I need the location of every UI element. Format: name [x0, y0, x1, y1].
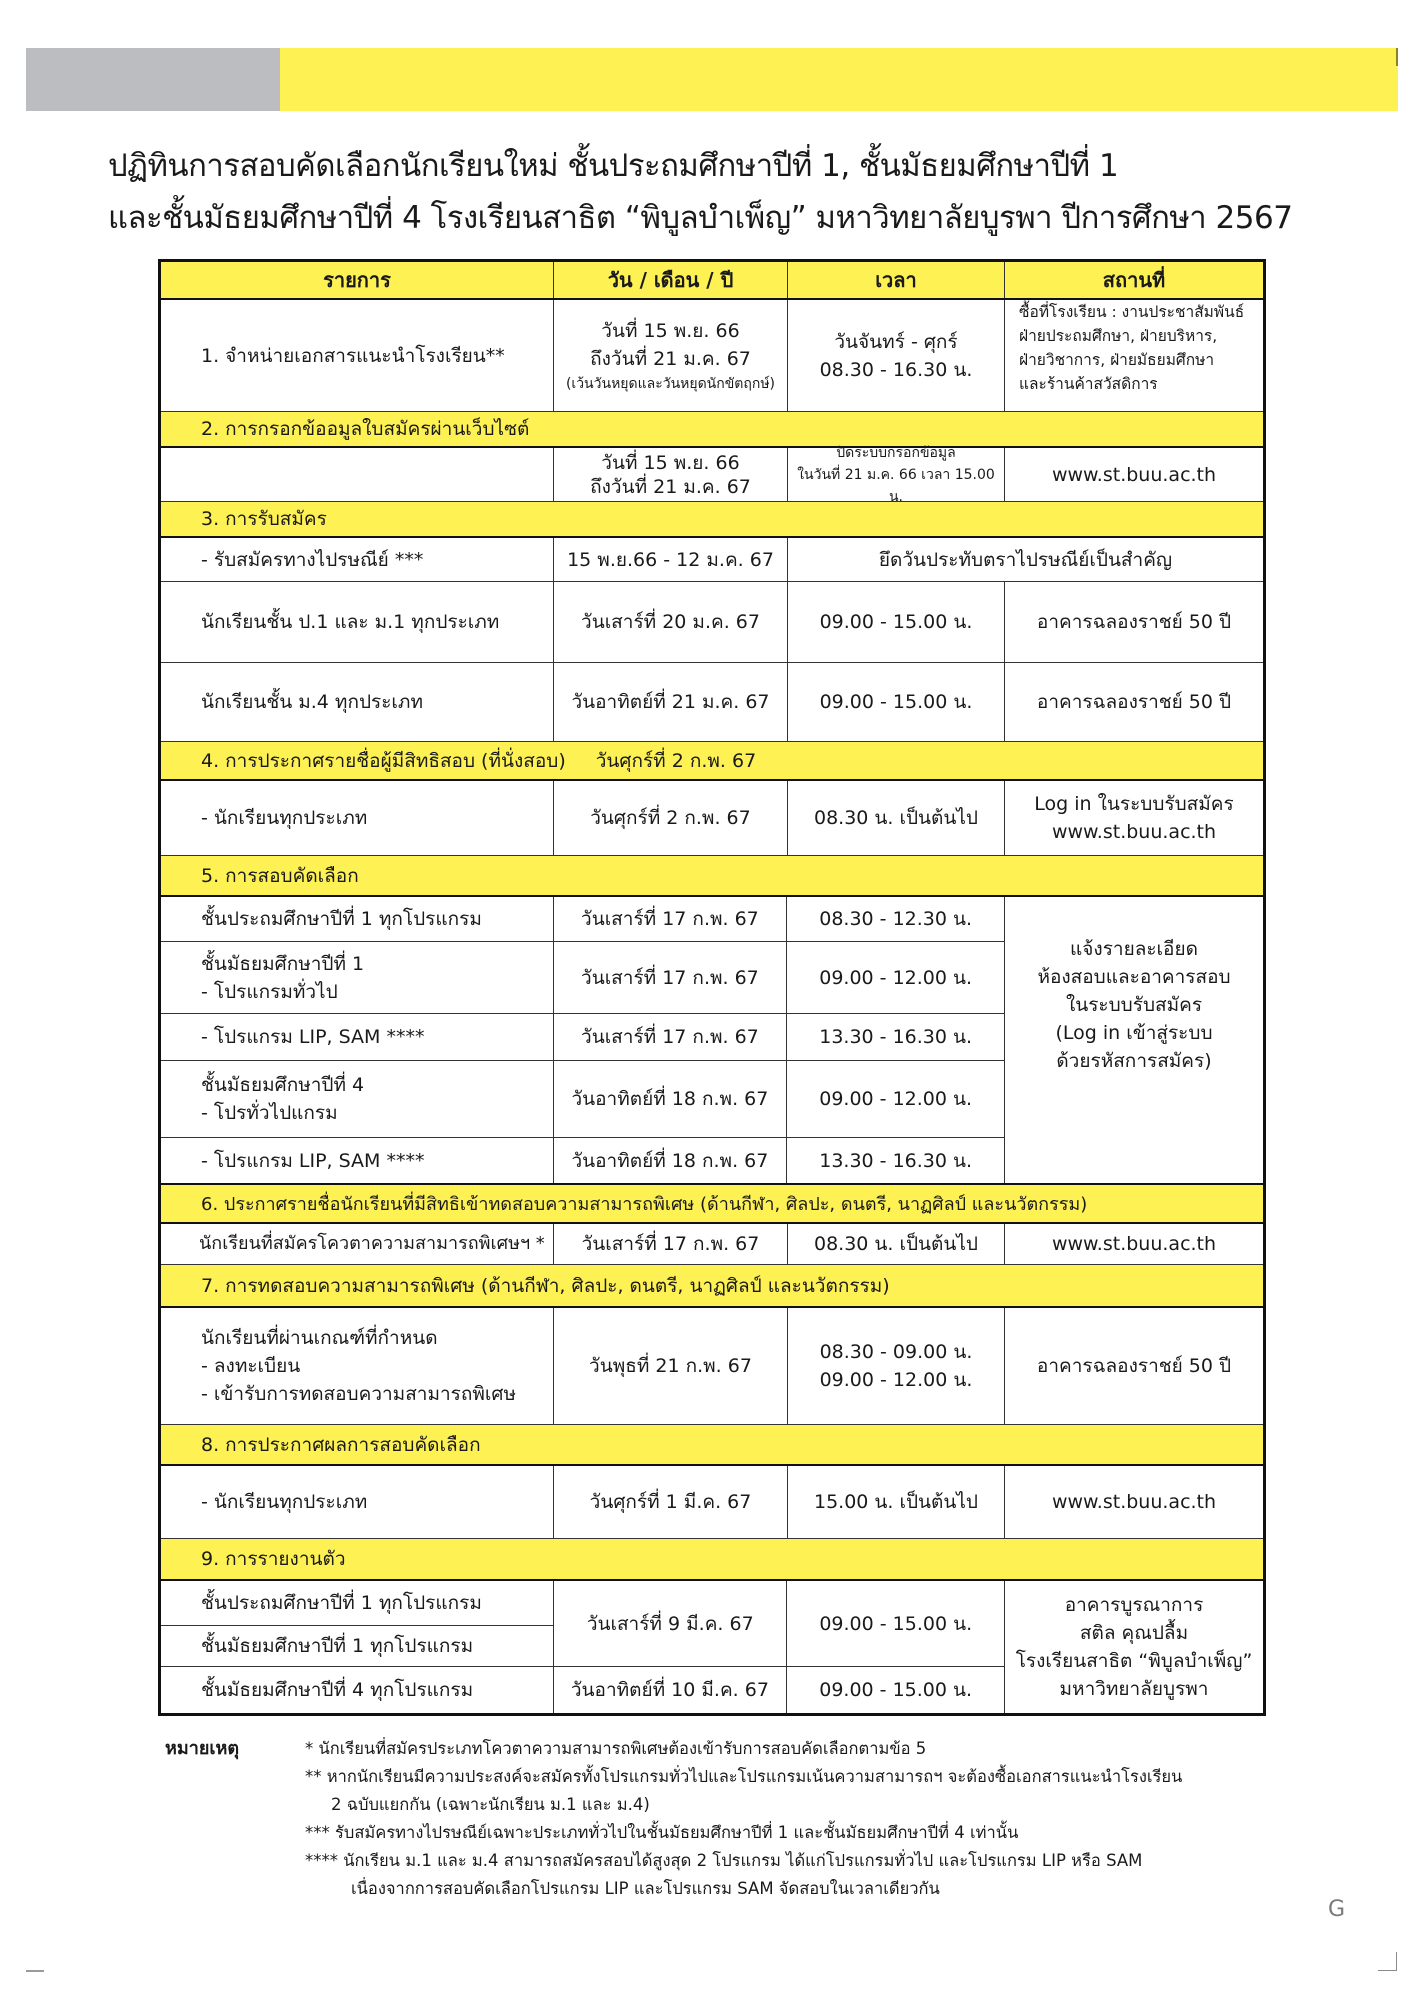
- table-row: [161, 1224, 1263, 1265]
- time-cell: 08.30 น. เป็นต้นไป: [788, 1224, 1005, 1264]
- place-line: ในระบบรับสมัคร: [1065, 994, 1203, 1016]
- time-cell: 09.00 - 15.00 น.: [819, 1679, 973, 1701]
- notes-label: หมายเหตุ: [165, 1738, 240, 1759]
- item-line: ชั้นมัธยมศึกษาปีที่ 4: [201, 1074, 365, 1096]
- section-heading-row: [161, 1539, 1263, 1581]
- table-row: [161, 1308, 1263, 1425]
- place-cell: อาคารฉลองราชย์ 50 ปี: [1036, 611, 1232, 633]
- date-cell: 15 พ.ย.66 - 12 ม.ค. 67: [554, 538, 788, 581]
- page-mark: G: [1328, 1897, 1346, 1922]
- time-line: 08.30 - 16.30 น.: [819, 358, 973, 381]
- time-cell: [788, 444, 1005, 505]
- schedule-table: [158, 259, 1266, 1716]
- report-block: [161, 1581, 1263, 1713]
- report-rows: [161, 1581, 1005, 1713]
- place-cell: [1005, 897, 1263, 1183]
- item-line: - โปรทั่วไปแกรม: [201, 1102, 338, 1124]
- date-line: วันที่ 15 พ.ย. 66: [601, 451, 740, 474]
- place-line: ห้องสอบและอาคารสอบ: [1037, 966, 1231, 988]
- place-line: มหาวิทยาลัยบูรพา: [1059, 1678, 1209, 1700]
- place-cell: [1005, 300, 1263, 411]
- time-cell: 15.00 น. เป็นต้นไป: [788, 1466, 1005, 1538]
- report-group-12: [161, 1581, 1004, 1667]
- date-cell: วันเสาร์ที่ 17 ก.พ. 67: [554, 942, 788, 1013]
- time-line: ในวันที่ 21 ม.ค. 66 เวลา 15.00 น.: [797, 466, 995, 505]
- time-cell: [788, 300, 1005, 411]
- item-line: นักเรียนที่ผ่านเกณฑ์ที่กำหนด: [201, 1327, 438, 1349]
- header-date: วัน / เดือน / ปี: [554, 262, 788, 298]
- date-line: ถึงวันที่ 21 ม.ค. 67: [590, 475, 751, 498]
- section-heading-row: [161, 1265, 1263, 1308]
- date-cell: วันพุธที่ 21 ก.พ. 67: [554, 1308, 788, 1424]
- notes-list: [283, 1735, 1263, 1903]
- date-cell: วันอาทิตย์ที่ 10 มี.ค. 67: [554, 1667, 788, 1713]
- section-heading-row: [161, 1185, 1263, 1224]
- item-cell: 1. จำหน่ายเอกสารแนะนำโรงเรียน**: [161, 300, 554, 411]
- website-link[interactable]: www.st.buu.ac.th: [1051, 1491, 1217, 1513]
- table-row: [161, 1466, 1263, 1539]
- date-cell: วันเสาร์ที่ 17 ก.พ. 67: [554, 897, 788, 941]
- place-line: Log in ในระบบรับสมัคร: [1034, 793, 1234, 815]
- item-cell: [161, 1308, 554, 1424]
- date-line: วันที่ 15 พ.ย. 66: [601, 319, 740, 342]
- time-line: 08.30 - 09.00 น.: [819, 1341, 973, 1363]
- time-cell: 13.30 - 16.30 น.: [819, 1026, 973, 1048]
- section-heading-row: [161, 502, 1263, 538]
- date-cell: วันอาทิตย์ที่ 18 ก.พ. 67: [554, 1061, 788, 1137]
- place-cell: [1005, 781, 1263, 855]
- section-heading: 3. การรับสมัคร: [201, 508, 327, 530]
- item-cell: นักเรียนชั้น ม.4 ทุกประเภท: [161, 663, 554, 741]
- section-heading-row: [161, 1425, 1263, 1466]
- header-item: รายการ: [161, 262, 554, 298]
- item-cell: นักเรียนชั้น ป.1 และ ม.1 ทุกประเภท: [161, 582, 554, 662]
- time-cell: 09.00 - 12.00 น.: [819, 1088, 973, 1110]
- time-cell: 08.30 - 12.30 น.: [819, 908, 973, 930]
- date-cell: วันศุกร์ที่ 2 ก.พ. 67: [554, 781, 788, 855]
- item-cell: ชั้นมัธยมศึกษาปีที่ 1 ทุกโปรแกรม: [201, 1635, 474, 1657]
- place-line: ฝ่ายประถมศึกษา, ฝ่ายบริหาร,: [1019, 327, 1218, 345]
- crop-mark-bottom-left: [26, 1970, 44, 1972]
- section-heading-row: [161, 856, 1263, 897]
- item-line: - โปรแกรมทั่วไป: [201, 980, 338, 1003]
- item-cell: - นักเรียนทุกประเภท: [161, 781, 554, 855]
- place-line: อาคารบูรณาการ: [1064, 1594, 1204, 1616]
- note-3: *** รับสมัครทางไปรษณีย์เฉพาะประเภททั่วไปในชั้นมัธยมศึกษาปีที่ 1 และชั้นมัธยมศึกษาปีที่ 4 เท่านั้น: [305, 1823, 1019, 1842]
- section-heading: [161, 742, 1263, 779]
- date-cell: [554, 300, 788, 411]
- header-banner-gray: [26, 48, 280, 111]
- table-row: [161, 897, 1004, 942]
- date-cell: วันอาทิตย์ที่ 18 ก.พ. 67: [554, 1138, 788, 1183]
- item-cell: [161, 1061, 554, 1137]
- section-heading: 8. การประกาศผลการสอบคัดเลือก: [201, 1433, 481, 1456]
- table-row: [161, 1581, 553, 1626]
- table-row: [161, 582, 1263, 663]
- time-cell: 09.00 - 15.00 น.: [819, 1612, 973, 1635]
- page-title: [108, 140, 1368, 244]
- item-cell: นักเรียนที่สมัครโควตาความสามารถพิเศษฯ *: [161, 1224, 554, 1264]
- item-cell: - โปรแกรม LIP, SAM ****: [161, 1138, 554, 1183]
- item-cell: ชั้นประถมศึกษาปีที่ 1 ทุกโปรแกรม: [161, 897, 554, 941]
- place-line: สติล คุณปลื้ม: [1079, 1622, 1189, 1644]
- item-cell: ชั้นประถมศึกษาปีที่ 1 ทุกโปรแกรม: [201, 1592, 482, 1614]
- banner-edge-mark: [1396, 48, 1398, 66]
- date-cell: วันศุกร์ที่ 1 มี.ค. 67: [554, 1466, 788, 1538]
- place-cell: อาคารฉลองราชย์ 50 ปี: [1036, 1355, 1232, 1377]
- table-row: [161, 300, 1263, 412]
- exam-rows: [161, 897, 1005, 1183]
- date-cell: วันเสาร์ที่ 9 มี.ค. 67: [554, 1581, 787, 1666]
- table-row: [161, 538, 1263, 582]
- table-header-row: [161, 262, 1263, 300]
- table-row: [161, 1138, 1004, 1183]
- item-line: - เข้ารับการทดสอบความสามารถพิเศษ: [201, 1383, 516, 1405]
- report-items-12: [161, 1581, 554, 1666]
- table-row: [161, 1014, 1004, 1061]
- date-cell: วันเสาร์ที่ 17 ก.พ. 67: [554, 1014, 788, 1060]
- website-link[interactable]: www.st.buu.ac.th: [1051, 463, 1217, 486]
- item-cell: - รับสมัครทางไปรษณีย์ ***: [161, 538, 554, 581]
- table-row: [161, 1626, 553, 1666]
- place-line: และร้านค้าสวัสดิการ: [1019, 375, 1158, 393]
- note-2-cont: 2 ฉบับแยกกัน (เฉพาะนักเรียน ม.1 และ ม.4): [331, 1795, 650, 1814]
- section-heading-text: 4. การประกาศรายชื่อผู้มีสิทธิสอบ (ที่นั่งสอบ): [201, 749, 566, 772]
- place-line: ซื้อที่โรงเรียน : งานประชาสัมพันธ์: [1019, 303, 1245, 321]
- item-cell: - นักเรียนทุกประเภท: [161, 1466, 554, 1538]
- header-banner-yellow: [280, 48, 1398, 111]
- place-line: (Log in เข้าสู่ระบบ: [1055, 1022, 1213, 1044]
- time-cell: 13.30 - 16.30 น.: [819, 1149, 973, 1172]
- date-cell: วันเสาร์ที่ 20 ม.ค. 67: [554, 582, 788, 662]
- date-cell: วันอาทิตย์ที่ 21 ม.ค. 67: [554, 663, 788, 741]
- time-cell: 08.30 น. เป็นต้นไป: [788, 781, 1005, 855]
- time-cell: [788, 1308, 1005, 1424]
- item-cell: [161, 942, 554, 1013]
- website-link[interactable]: www.st.buu.ac.th: [1051, 1233, 1217, 1255]
- table-row: [161, 444, 1263, 505]
- exam-block: [161, 897, 1263, 1185]
- section-heading: 5. การสอบคัดเลือก: [201, 864, 359, 887]
- section-heading: 6. ประกาศรายชื่อนักเรียนที่มีสิทธิเข้าทดสอบความสามารถพิเศษ (ด้านกีฬา, ศิลปะ, ดนตรี, นาฏศิลป์ และนวัตกรรม): [201, 1194, 1088, 1215]
- section-heading: 2. การกรอกข้ออมูลใบสมัครผ่านเว็บไซต์: [201, 418, 530, 440]
- item-line: - ลงทะเบียน: [201, 1355, 301, 1377]
- crop-mark-bottom-right: [1378, 1952, 1397, 1971]
- place-cell: อาคารฉลองราชย์ 50 ปี: [1036, 691, 1232, 713]
- table-row: [161, 663, 1263, 742]
- place-cell: [1005, 1581, 1263, 1713]
- time-line: 09.00 - 12.00 น.: [819, 1369, 973, 1391]
- time-cell: 09.00 - 15.00 น.: [788, 663, 1005, 741]
- section-heading: 7. การทดสอบความสามารถพิเศษ (ด้านกีฬา, ศิลปะ, ดนตรี, นาฏศิลป์ และนวัตกรรม): [201, 1274, 890, 1297]
- item-line: ชั้นมัธยมศึกษาปีที่ 1: [201, 952, 365, 975]
- place-line: ด้วยรหัสการสมัคร): [1056, 1050, 1212, 1072]
- table-row: [161, 1061, 1004, 1138]
- item-cell: [161, 448, 554, 501]
- note-4-cont: เนื่องจากการสอบคัดเลือกโปรแกรม LIP และโปรแกรม SAM จัดสอบในเวลาเดียวกัน: [351, 1879, 940, 1898]
- section-heading-row: [161, 742, 1263, 781]
- time-place-cell: ยึดวันประทับตราไปรษณีย์เป็นสำคัญ: [878, 548, 1173, 571]
- time-line: ปิดระบบกรอกข้อมูล: [836, 444, 956, 461]
- item-cell: ชั้นมัธยมศึกษาปีที่ 4 ทุกโปรแกรม: [161, 1667, 554, 1713]
- place-line: โรงเรียนสาธิต “พิบูลบำเพ็ญ”: [1015, 1650, 1253, 1672]
- date-cell: วันเสาร์ที่ 17 ก.พ. 67: [554, 1224, 788, 1264]
- note-1: * นักเรียนที่สมัครประเภทโควตาความสามารถพิเศษต้องเข้ารับการสอบคัดเลือกตามข้อ 5: [305, 1739, 927, 1758]
- date-line: ถึงวันที่ 21 ม.ค. 67: [590, 347, 751, 370]
- table-row: [161, 781, 1263, 856]
- title-line-1: ปฏิทินการสอบคัดเลือกนักเรียนใหม่ ชั้นประถมศึกษาปีที่ 1, ชั้นมัธยมศึกษาปีที่ 1: [108, 148, 1119, 184]
- place-line: ฝ่ายวิชาการ, ฝ่ายมัธยมศึกษา: [1019, 351, 1215, 369]
- item-cell: - โปรแกรม LIP, SAM ****: [161, 1014, 554, 1060]
- table-row: [161, 942, 1004, 1014]
- time-cell: 09.00 - 12.00 น.: [819, 966, 973, 989]
- note-4: **** นักเรียน ม.1 และ ม.4 สามารถสมัครสอบได้สูงสุด 2 โปรแกรม ได้แก่โปรแกรมทั่วไป และโปรแกรม LIP หรือ SAM: [305, 1851, 1143, 1870]
- section-heading: 9. การรายงานตัว: [201, 1548, 346, 1570]
- section-heading-row: [161, 412, 1263, 448]
- time-cell: 09.00 - 15.00 น.: [788, 582, 1005, 662]
- section-heading-date: วันศุกร์ที่ 2 ก.พ. 67: [595, 749, 757, 772]
- title-line-2: และชั้นมัธยมศึกษาปีที่ 4 โรงเรียนสาธิต “พิบูลบำเพ็ญ” มหาวิทยาลัยบูรพา ปีการศึกษา 2567: [108, 200, 1293, 236]
- note-2: ** หากนักเรียนมีความประสงค์จะสมัครทั้งโปรแกรมทั่วไปและโปรแกรมเน้นความสามารถฯ จะต้องซื้อเอกสารแนะนำโรงเรียน: [305, 1767, 1183, 1786]
- header-time: เวลา: [788, 262, 1005, 298]
- header-place: สถานที่: [1102, 268, 1166, 292]
- website-link[interactable]: www.st.buu.ac.th: [1051, 821, 1217, 843]
- table-row: [161, 1667, 1004, 1713]
- time-line: วันจันทร์ - ศุกร์: [834, 330, 958, 353]
- date-cell: [554, 448, 788, 501]
- place-line: แจ้งรายละเอียด: [1070, 938, 1198, 960]
- date-note: (เว้นวันหยุดและวันหยุดนักขัตฤกษ์): [565, 375, 776, 392]
